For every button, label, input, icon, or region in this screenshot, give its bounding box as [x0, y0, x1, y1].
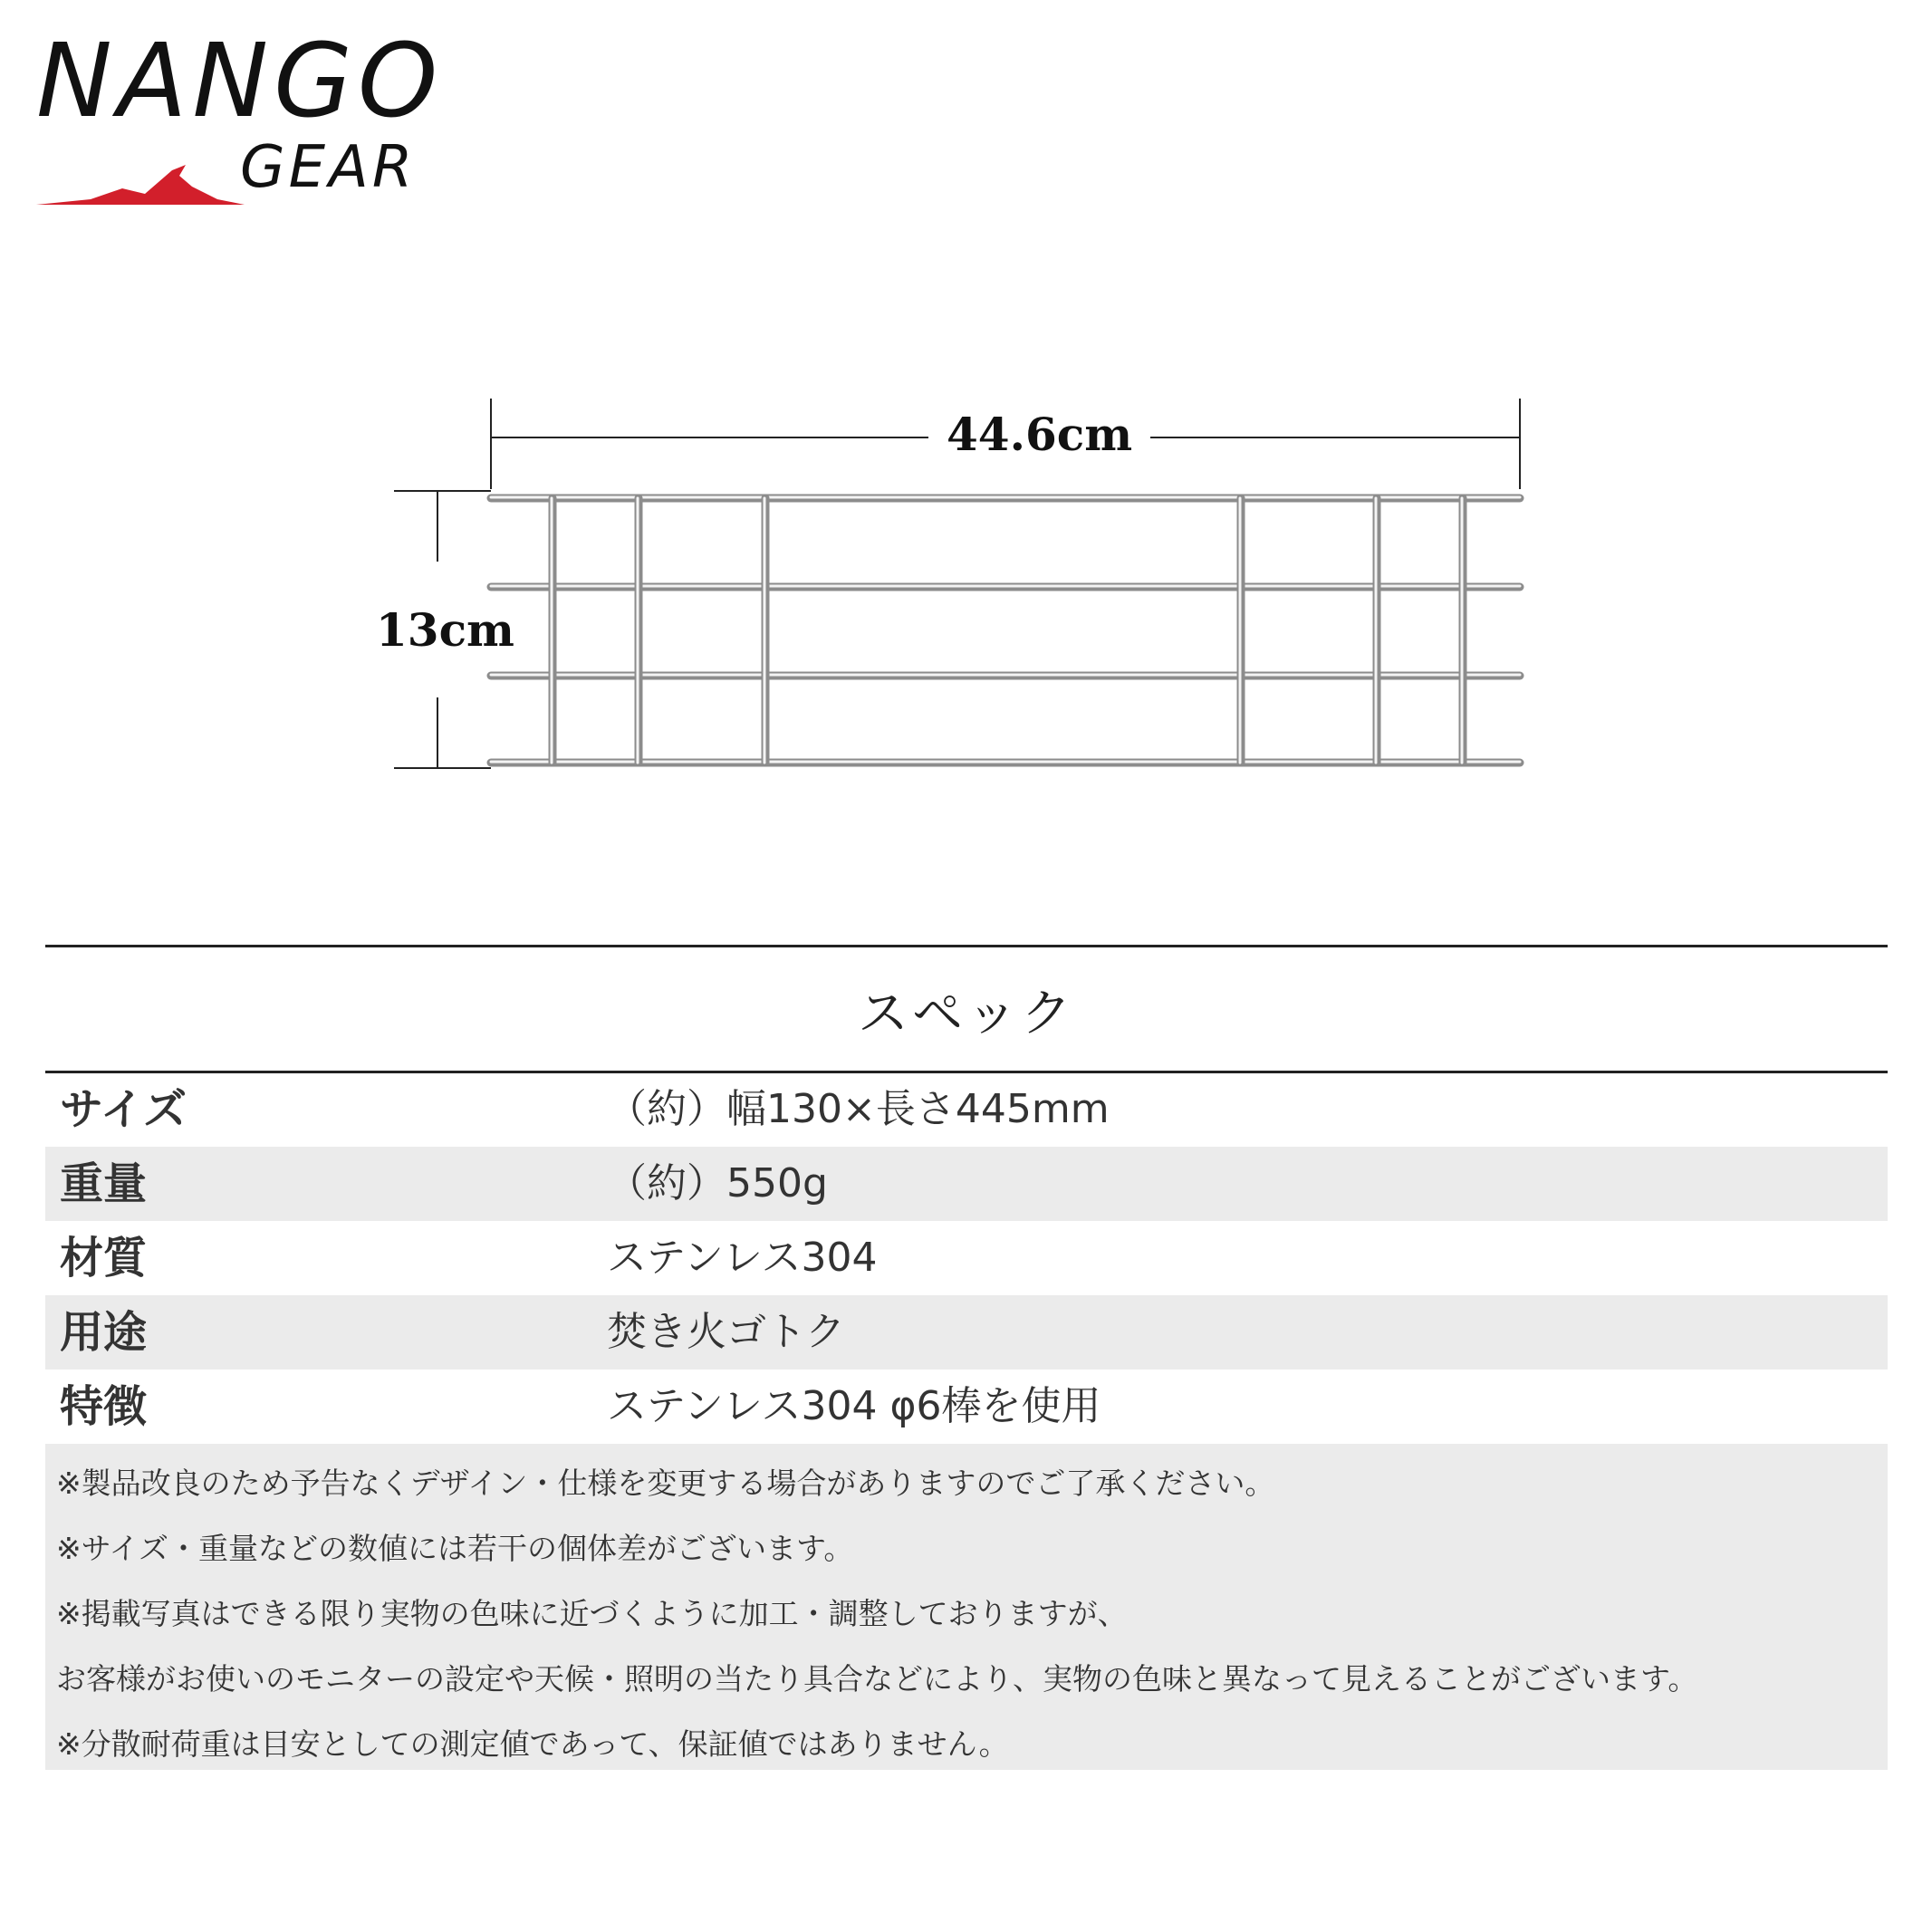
- spec-value: （約）550g: [607, 1160, 828, 1206]
- spec-key: 特徴: [60, 1381, 148, 1432]
- spec-key: 材質: [60, 1233, 148, 1283]
- spec-title: スペック: [858, 985, 1075, 1043]
- spec-top-rule: [45, 945, 1888, 947]
- brand-logo: [36, 23, 462, 201]
- spec-key: 重量: [60, 1158, 148, 1209]
- spec-row-usage: [45, 1295, 1888, 1370]
- spec-row-size: [45, 1072, 1888, 1147]
- wave-logo-mark: [36, 163, 245, 208]
- spec-value: ステンレス304: [607, 1235, 878, 1281]
- width-dimension-label: 44.6cm: [928, 408, 1150, 461]
- note-line: ※分散耐荷重は目安としての測定値であって、保証値ではありません。: [56, 1726, 1009, 1762]
- spec-value: ステンレス304 φ6棒を使用: [607, 1383, 1101, 1429]
- spec-key: 用途: [60, 1307, 148, 1358]
- product-dimension-diagram: [376, 389, 1558, 779]
- note-line: お客様がお使いのモニターの設定や天候・照明の当たり具合などにより、実物の色味と異なって見えることがございます。: [56, 1661, 1698, 1697]
- spec-row-feature: [45, 1370, 1888, 1444]
- spec-table: [45, 1072, 1888, 1444]
- brand-sub: GEAR: [240, 134, 417, 201]
- height-dimension-label: 13cm: [376, 600, 514, 660]
- brand-name: NANGO: [36, 23, 444, 140]
- spec-value: （約）幅130×長さ445mm: [607, 1086, 1110, 1132]
- note-line: ※製品改良のため予告なくデザイン・仕様を変更する場合がありますのでご了承ください。: [56, 1466, 1275, 1501]
- note-line: ※サイズ・重量などの数値には若干の個体差がございます。: [56, 1531, 854, 1566]
- spec-value: 焚き火ゴトク: [607, 1309, 846, 1355]
- spec-row-weight: [45, 1147, 1888, 1221]
- spec-key: サイズ: [60, 1084, 187, 1135]
- spec-row-material: [45, 1221, 1888, 1295]
- note-line: ※掲載写真はできる限り実物の色味に近づくように加工・調整しておりますが、: [56, 1596, 1128, 1631]
- spec-notes: [45, 1444, 1888, 1770]
